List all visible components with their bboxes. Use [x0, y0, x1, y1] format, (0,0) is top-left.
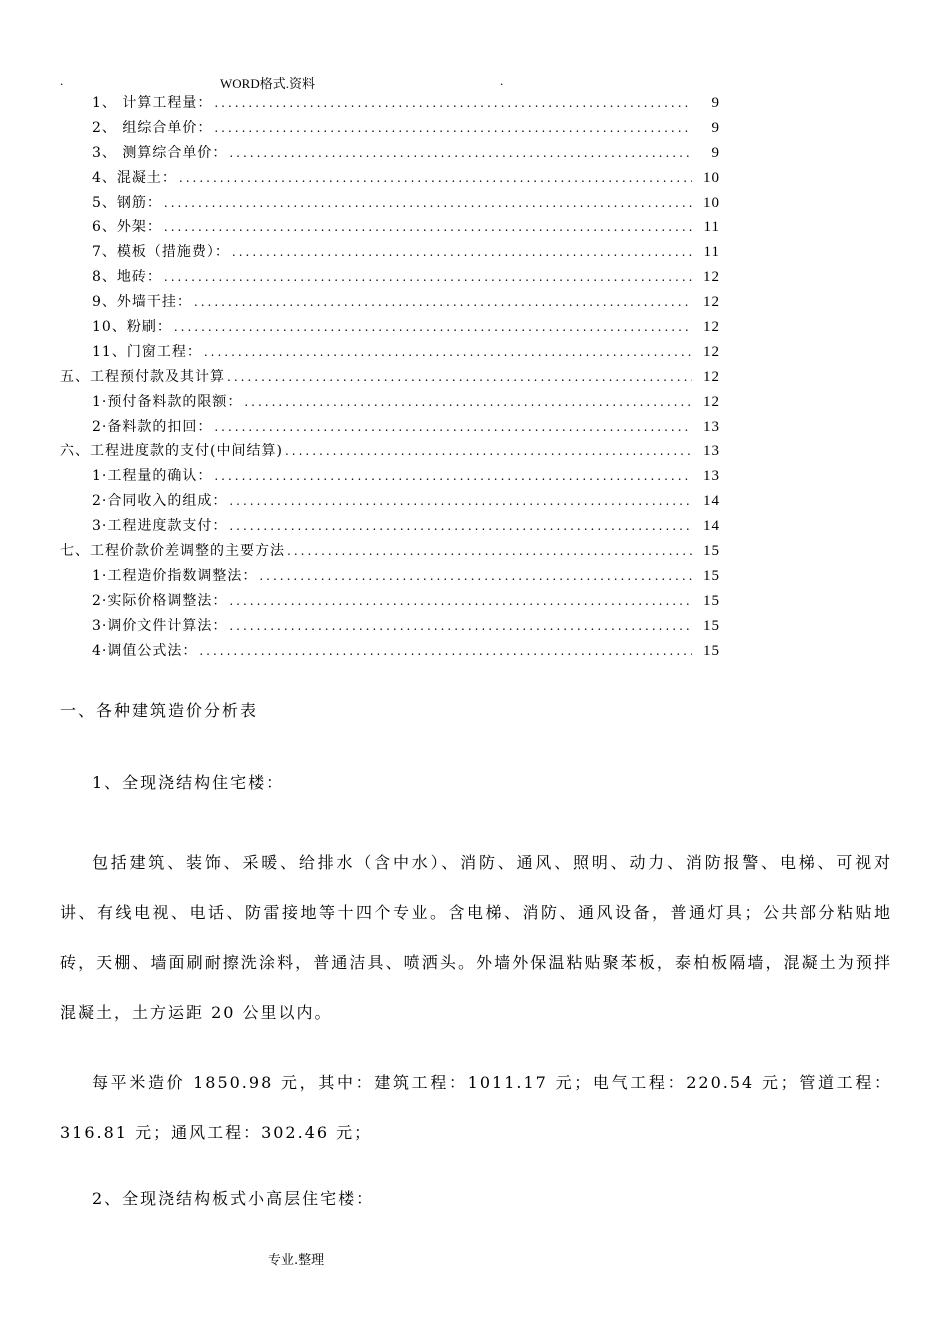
toc-entry-page: 12 — [703, 269, 720, 286]
toc-entry-page: 10 — [703, 194, 720, 211]
toc-entry-page: 13 — [703, 418, 720, 435]
toc-entry-title: 2·备料款的扣回： — [92, 418, 213, 435]
toc-entry-page: 12 — [703, 393, 720, 410]
toc-entry-title: 3·工程进度款支付： — [92, 518, 228, 535]
toc-entry[interactable] — [60, 515, 720, 540]
toc-entry-title: 2、 组综合单价： — [92, 119, 213, 136]
toc-entry-title: 1、 计算工程量： — [92, 95, 213, 111]
toc-entry-title: 1·工程量的确认： — [92, 468, 213, 485]
toc-entry[interactable] — [60, 192, 720, 217]
toc-entry[interactable] — [60, 640, 720, 665]
toc-leader-dots — [229, 519, 692, 533]
toc-entry-page: 15 — [703, 642, 720, 659]
toc-entry-page: 15 — [703, 567, 720, 584]
section-heading: 一、各种建筑造价分析表 — [60, 701, 259, 720]
toc-entry-page: 15 — [703, 592, 720, 609]
toc-entry[interactable] — [60, 440, 720, 465]
toc-entry[interactable] — [60, 117, 720, 142]
toc-entry[interactable] — [60, 341, 720, 366]
toc-entry[interactable] — [60, 416, 720, 441]
toc-entry[interactable] — [60, 266, 720, 291]
toc-entry-title: 1·工程造价指数调整法： — [92, 567, 258, 584]
toc-leader-dots — [179, 171, 692, 185]
toc-entry[interactable] — [60, 92, 720, 117]
subsection-heading-1: 1、全现浇结构住宅楼： — [92, 773, 285, 792]
subsection-heading-2: 2、全现浇结构板式小高层住宅楼： — [92, 1189, 375, 1208]
toc-entry-title: 4·调值公式法： — [92, 642, 198, 659]
toc-leader-dots — [285, 444, 692, 458]
toc-leader-dots — [259, 569, 692, 583]
toc-entry[interactable] — [60, 316, 720, 341]
toc-leader-dots — [174, 320, 692, 334]
toc-entry-page: 15 — [703, 543, 720, 560]
toc-entry-title: 3、 测算综合单价： — [92, 144, 228, 161]
page-header — [60, 73, 520, 91]
toc-entry-title: 8、地砖： — [92, 269, 162, 286]
toc-entry[interactable] — [60, 391, 720, 416]
toc-entry-page: 12 — [703, 319, 720, 336]
paragraph-cost: 每平米造价 1850.98 元，其中：建筑工程：1011.17 元；电气工程：220.54 元；管道工程：316.81 元；通风工程：302.46 元； — [60, 1073, 892, 1142]
header-left-mark: . — [60, 73, 64, 88]
toc-leader-dots — [214, 420, 692, 434]
toc-leader-dots — [164, 270, 692, 284]
toc-leader-dots — [244, 395, 692, 409]
toc-entry-page: 14 — [703, 493, 720, 510]
toc-entry[interactable] — [60, 465, 720, 490]
toc-leader-dots — [214, 96, 692, 110]
toc-entry-title: 2·合同收入的组成： — [92, 493, 228, 510]
toc-entry-page: 13 — [703, 468, 720, 485]
toc-entry-title: 3·调价文件计算法： — [92, 617, 228, 634]
toc-entry-title: 4、混凝土： — [92, 169, 177, 186]
toc-entry[interactable] — [60, 490, 720, 515]
paragraph-scope: 包括建筑、装饰、采暖、给排水（含中水）、消防、通风、照明、动力、消防报警、电梯、可视对讲、有线电视、电话、防雷接地等十四个专业。含电梯、消防、通风设备，普通灯具；公共部分粘贴地砖，天棚、墙面刷耐擦洗涂料，普通洁具、喷洒头。外墙外保温粘贴聚苯板，泰柏板隔墙，混凝土为预拌混凝土，土方运距 20 公里以内。 — [60, 853, 892, 1022]
toc-entry[interactable] — [60, 216, 720, 241]
toc-entry[interactable] — [60, 590, 720, 615]
toc-entry-title: 七、工程价款价差调整的主要方法 — [60, 543, 285, 560]
toc-entry[interactable] — [60, 291, 720, 316]
toc-leader-dots — [227, 370, 692, 384]
toc-entry-page: 10 — [703, 169, 720, 186]
toc-leader-dots — [194, 295, 692, 309]
toc-entry[interactable] — [60, 142, 720, 167]
toc-leader-dots — [232, 245, 692, 259]
toc-entry-title: 6、外架： — [92, 219, 162, 236]
toc-leader-dots — [164, 196, 692, 210]
toc-entry[interactable] — [60, 366, 720, 391]
toc-entry-page: 12 — [703, 294, 720, 311]
toc-entry-page: 14 — [703, 518, 720, 535]
toc-entry-page: 15 — [703, 617, 720, 634]
toc-leader-dots — [287, 544, 692, 558]
toc-entry-page: 11 — [703, 219, 720, 236]
header-title: WORD格式.资料 — [220, 76, 315, 91]
toc-leader-dots — [229, 494, 692, 508]
toc-leader-dots — [229, 146, 692, 160]
toc-entry-title: 11、门窗工程： — [92, 343, 202, 360]
toc-entry-page: 11 — [703, 244, 720, 261]
toc-entry[interactable] — [60, 615, 720, 640]
toc-entry-title: 2·实际价格调整法： — [92, 592, 228, 609]
toc-leader-dots — [214, 121, 692, 135]
toc-leader-dots — [164, 220, 692, 234]
toc-entry-title: 9、外墙干挂： — [92, 294, 192, 311]
toc-entry[interactable] — [60, 241, 720, 266]
toc-entry-page: 9 — [711, 95, 720, 111]
toc-leader-dots — [229, 619, 692, 633]
toc-leader-dots — [204, 345, 692, 359]
toc-leader-dots — [199, 644, 692, 658]
toc-entry[interactable] — [60, 540, 720, 565]
toc-entry-title: 1·预付备料款的限额： — [92, 393, 243, 410]
toc-entry-page: 12 — [703, 343, 720, 360]
toc-leader-dots — [229, 594, 692, 608]
toc-entry[interactable] — [60, 167, 720, 192]
toc-entry[interactable] — [60, 565, 720, 590]
toc-entry-page: 9 — [711, 119, 720, 136]
header-right-mark: . — [500, 73, 504, 88]
toc-entry-title: 7、模板（措施费）： — [92, 244, 230, 261]
toc-entry-title: 5、钢筋： — [92, 194, 162, 211]
toc-entry-title: 10、粉刷： — [92, 319, 172, 336]
table-of-contents — [60, 92, 720, 664]
toc-entry-page: 9 — [711, 144, 720, 161]
toc-entry-title: 五、工程预付款及其计算 — [60, 368, 225, 385]
toc-entry-page: 13 — [703, 443, 720, 460]
page-footer: 专业.整理 — [268, 1253, 325, 1268]
toc-entry-page: 12 — [703, 368, 720, 385]
toc-entry-title: 六、工程进度款的支付(中间结算) — [60, 443, 283, 460]
toc-leader-dots — [214, 469, 692, 483]
